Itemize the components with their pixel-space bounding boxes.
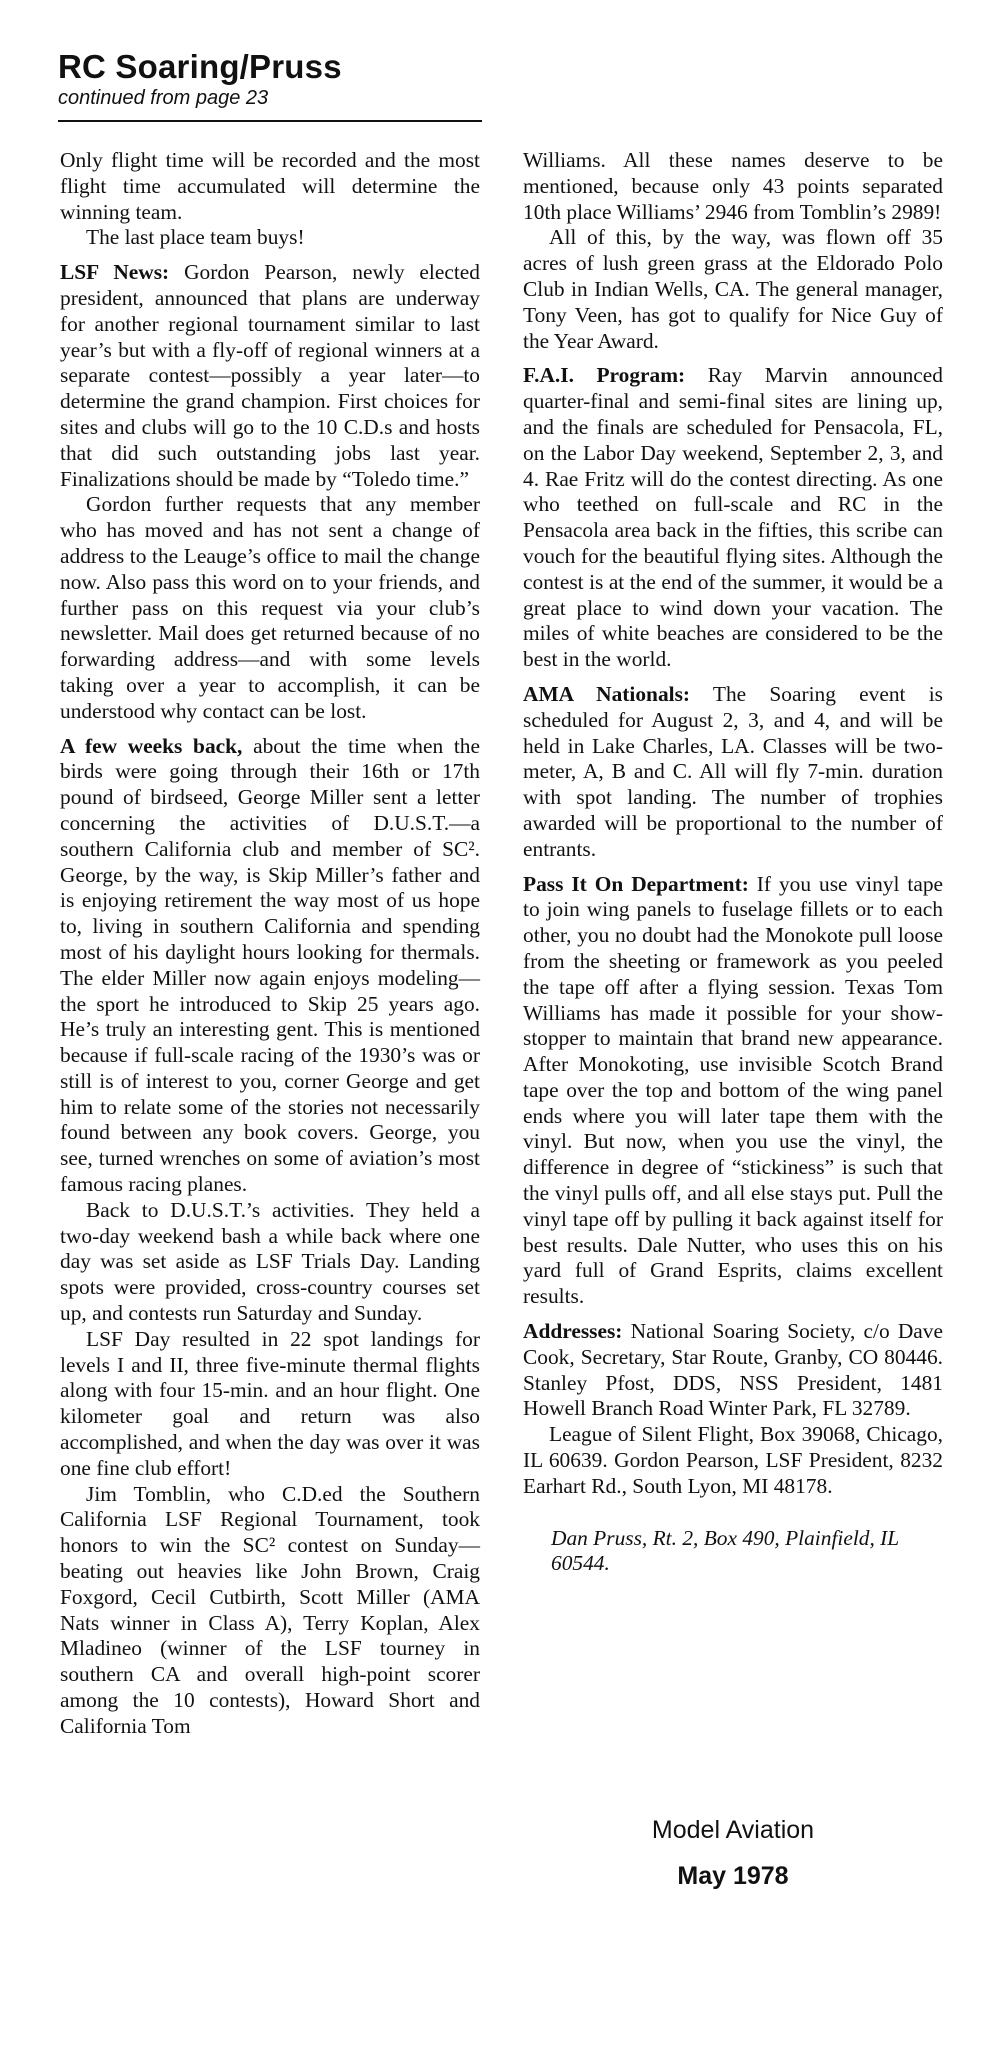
article-paragraph — [523, 1422, 943, 1499]
paragraph-text: The last place team buys! — [86, 225, 305, 250]
article-paragraph — [523, 148, 943, 225]
section-lead: Addresses: — [523, 1319, 623, 1344]
article-paragraph — [60, 492, 480, 724]
section-lead: F.A.I. Program: — [523, 363, 686, 388]
section-lead: A few weeks back, — [60, 733, 243, 758]
author-signature: Dan Pruss, Rt. 2, Box 490, Plainfield, IL 60544. — [551, 1525, 899, 1576]
article-paragraph — [523, 872, 943, 1311]
article-paragraph — [60, 734, 480, 1198]
right-column — [523, 148, 943, 1577]
paragraph-text: Only flight time will be recorded and the most flight time accumulated will determine the winning team. — [60, 148, 480, 224]
paragraph-text: Jim Tomblin, who C.D.ed the Southern California LSF Regional Tournament, took honors to win the SC² contest on Sunday—beating out heavies like John Brown, Craig Foxgord, Cecil Cutbirth, Scott Miller (AMA Nats winner in Class A), Terry Koplan, Alex Mladineo (winner of the LSF tourney in southern CA and overall high-point scorer among the 10 contests), Howard Short and California Tom — [60, 1481, 480, 1738]
issue-date: May 1978 — [677, 1862, 789, 1890]
section-lead: LSF News: — [60, 260, 170, 285]
left-column — [60, 148, 480, 1740]
magazine-name: Model Aviation — [651, 1816, 815, 1844]
article-paragraph — [523, 682, 943, 863]
article-paragraph — [523, 363, 943, 673]
paragraph-text: League of Silent Flight, Box 39068, Chicago, IL 60639. Gordon Pearson, LSF President, 8232 Earhart Rd., South Lyon, MI 48178. — [523, 1422, 943, 1498]
article-paragraph — [60, 1198, 480, 1327]
paragraph-text: LSF Day resulted in 22 spot landings for levels I and II, three five-minute thermal flights along with four 15-min. and an hour flight. One kilometer goal and return was also accomplished, and when the day was over it was one fine club effort! — [60, 1326, 480, 1480]
header-rule — [58, 120, 482, 122]
page-footer — [523, 1815, 943, 1891]
paragraph-text: Gordon Pearson, newly elected president, announced that plans are underway for another regional tournament similar to last year’s but with a fly-off of regional winners at a separate contest—possibly a year later—to determine the grand champion. First choices for sites and clubs will go to the 10 C.D.s and hosts that did such outstanding jobs last year. Finalizations should be made by “Toledo time.” — [60, 260, 480, 491]
article-paragraph — [523, 1319, 943, 1422]
article-paragraph — [60, 260, 480, 492]
paragraph-text: about the time when the birds were going through their 16th or 17th pound of birdseed, George Miller sent a letter concerning the activities of D.U.S.T.—a southern California club and member of SC². George, by the way, is Skip Miller’s father and is enjoying retirement the way most of us hope to, living in southern California and spending most of his daylight hours looking for thermals. The elder Miller now again enjoys modeling—the sport he introduced to Skip 25 years ago. He’s truly an interesting gent. This is mentioned because if full-scale racing of the 1930’s was or still is of interest to you, corner George and get him to relate some of the stories not necessarily found between any book covers. George, you see, turned wrenches on some of aviation’s most famous racing planes. — [60, 733, 480, 1197]
paragraph-text: The Soaring event is scheduled for August 2, 3, and 4, and will be held in Lake Charles, LA. Classes will be two-meter, A, B and C. All will fly 7-min. duration with spot landing. The number of trophies awarded will be proportional to the number of entrants. — [523, 681, 943, 861]
article-paragraph — [523, 225, 943, 354]
paragraph-text: Back to D.U.S.T.’s activities. They held a two-day weekend bash a while back where one day was set aside as LSF Trials Day. Landing spots were provided, cross-country courses set up, and contests run Saturday and Sunday. — [60, 1197, 480, 1326]
paragraph-text: Williams. All these names deserve to be mentioned, because only 43 points separated 10th place Williams’ 2946 from Tomblin’s 2989! — [523, 148, 943, 224]
paragraph-text: Gordon further requests that any member who has moved and has not sent a change of address to the Leauge’s office to mail the change now. Also pass this word on to your friends, and further pass on this request via your club’s newsletter. Mail does get returned because of no forwarding address—and with some levels taking over a year to accomplish, it can be understood why contact can be lost. — [60, 492, 480, 723]
paragraph-text: All of this, by the way, was flown off 35 acres of lush green grass at the Eldorado Polo Club in Indian Wells, CA. The general manager, Tony Veen, has got to qualify for Nice Guy of the Year Award. — [523, 225, 943, 353]
paragraph-text: National Soaring Society, c/o Dave Cook, Secretary, Star Route, Granby, CO 80446. Stanley Pfost, DDS, NSS President, 1481 Howell Branch Road Winter Park, FL 32789. — [523, 1319, 943, 1421]
section-lead: Pass It On Department: — [523, 871, 749, 896]
column-title: RC Soaring/Pruss — [58, 48, 342, 85]
paragraph-text: Ray Marvin announced quarter-final and semi-final sites are lining up, and the finals are scheduled for Pensacola, FL, on the Labor Day weekend, September 2, 3, and 4. Rae Fritz will do the contest directing. As one who teethed on full-scale and RC in the Pensacola area back in the fifties, this scribe can vouch for the beautiful flying sites. Although the contest is at the end of the summer, it would be a great place to wind down your vacation. The miles of white beaches are considered to be the best in the world. — [523, 363, 943, 672]
right-column-paragraphs — [523, 148, 943, 1500]
article-paragraph — [60, 1327, 480, 1482]
article-paragraph — [60, 1482, 480, 1740]
article-paragraph — [60, 225, 480, 251]
paragraph-text: If you use vinyl tape to join wing panels to fuselage fillets or to each other, you no doubt had the Monokote pull loose from the sheeting or framework as you peeled the tape off after a flying session. Texas Tom Williams has made it possible for your show-stopper to maintain that brand new appearance. After Monokoting, use invisible Scotch Brand tape over the top and bottom of the wing panel ends where you will later tape them with the vinyl. But now, when you use the vinyl, the difference in degree of “stickiness” is such that the vinyl pulls off, and all else stays put. Pull the vinyl tape off by pulling it back against itself for best results. Dale Nutter, who uses this on his yard full of Grand Esprits, claims excellent results. — [523, 871, 944, 1309]
continued-note: continued from page 23 — [58, 87, 269, 109]
section-lead: AMA Nationals: — [523, 681, 691, 706]
article-paragraph — [60, 148, 480, 225]
column-header — [58, 48, 482, 122]
